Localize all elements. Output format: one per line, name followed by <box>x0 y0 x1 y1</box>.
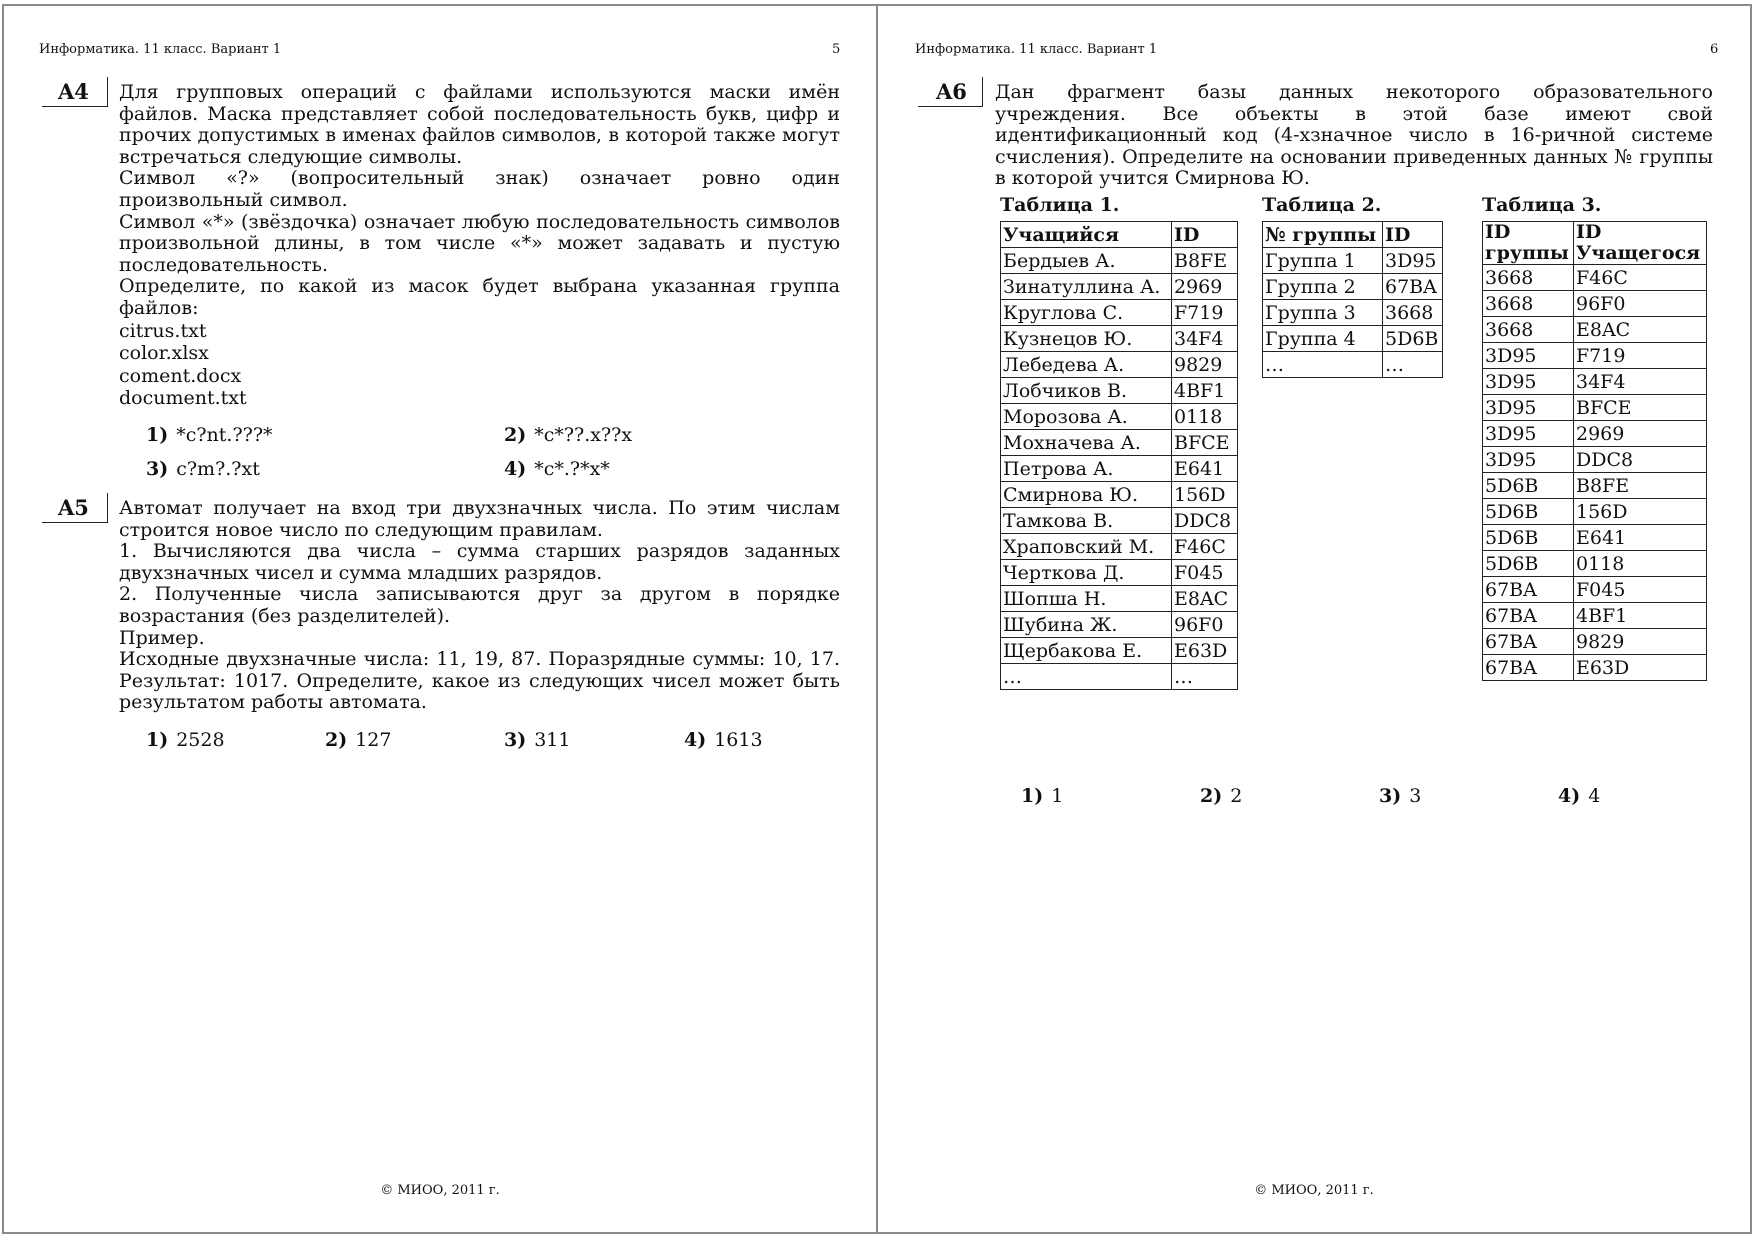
table-row <box>1263 326 1443 352</box>
table2-caption: Таблица 2. <box>1262 194 1382 216</box>
table-cell: F46C <box>1574 265 1707 291</box>
table-cell: DDC8 <box>1172 508 1238 534</box>
table1-caption: Таблица 1. <box>1000 194 1120 216</box>
table-cell: 67BA <box>1483 629 1574 655</box>
table-cell: Мохначева А. <box>1001 430 1172 456</box>
table-header: ID <box>1383 222 1443 248</box>
table-row <box>1483 343 1707 369</box>
table-cell: 67BA <box>1383 274 1443 300</box>
table-cell: … <box>1001 664 1172 690</box>
question-a6-text: Дан фрагмент базы данных некоторого образовательного учреждения. Все объекты в этой базе имеют свой идентификационный код (4-хзначное число в 16-ричной системе счисления). Определите на основании приведенных данных № группы в которой учится Смирнова Ю. <box>995 81 1713 190</box>
option-number: 1) <box>146 729 169 751</box>
option-text: 2 <box>1230 785 1243 807</box>
question-label-a4: A4 <box>58 79 89 104</box>
table-row <box>1263 300 1443 326</box>
table-row <box>1483 473 1707 499</box>
table-cell: Смирнова Ю. <box>1001 482 1172 508</box>
option-number: 3) <box>146 458 169 480</box>
table3-caption: Таблица 3. <box>1482 194 1602 216</box>
a4-option-2[interactable] <box>504 424 632 446</box>
right-page <box>876 4 1752 1234</box>
table-row <box>1483 499 1707 525</box>
a4-option-4[interactable] <box>504 458 610 480</box>
link-table <box>1482 221 1707 681</box>
table-cell: Щербакова Е. <box>1001 638 1172 664</box>
header-line: ID <box>1485 221 1511 243</box>
table-cell: Петрова А. <box>1001 456 1172 482</box>
table-cell: E8AC <box>1172 586 1238 612</box>
a5-paragraph: 2. Полученные числа записываются друг за другом в порядке возрастания (без разделителей). <box>119 583 840 627</box>
option-text: 2528 <box>176 729 225 751</box>
option-text: 1613 <box>714 729 763 751</box>
a5-paragraph: 1. Вычисляются два числа – сумма старших разрядов заданных двухзначных чисел и сумма младших разрядов. <box>119 540 840 584</box>
file-name: coment.docx <box>119 364 242 387</box>
option-number: 4) <box>504 458 527 480</box>
table-cell: … <box>1383 352 1443 378</box>
option-number: 2) <box>1200 785 1223 807</box>
table-cell: 3D95 <box>1483 395 1574 421</box>
option-number: 2) <box>504 424 527 446</box>
a4-paragraph: Символ «*» (звёздочка) означает любую последовательность символов произвольной длины, в том числе «*» может задавать и пустую последовательность. <box>119 210 840 276</box>
table-row <box>1001 300 1238 326</box>
table-cell: DDC8 <box>1574 447 1707 473</box>
a5-option-1[interactable] <box>146 729 225 751</box>
table-cell: 9829 <box>1172 352 1238 378</box>
table-cell: 3D95 <box>1483 369 1574 395</box>
table-cell: 3668 <box>1483 265 1574 291</box>
a4-option-3[interactable] <box>146 458 260 480</box>
table-cell: 5D6B <box>1483 551 1574 577</box>
a5-paragraph: Пример. <box>119 626 205 649</box>
table-cell: 3D95 <box>1483 421 1574 447</box>
table-cell: Зинатуллина А. <box>1001 274 1172 300</box>
table-cell: 34F4 <box>1172 326 1238 352</box>
a6-option-4[interactable] <box>1558 785 1600 807</box>
table-cell: 156D <box>1172 482 1238 508</box>
a5-option-4[interactable] <box>684 729 763 751</box>
page-number: 6 <box>1710 42 1719 57</box>
table-cell: 67BA <box>1483 655 1574 681</box>
table-cell: 5D6B <box>1483 525 1574 551</box>
table-cell: 0118 <box>1574 551 1707 577</box>
table-cell: 67BA <box>1483 603 1574 629</box>
table-row <box>1001 586 1238 612</box>
table-cell: 5D6B <box>1483 473 1574 499</box>
table-cell: 3668 <box>1483 317 1574 343</box>
a6-option-2[interactable] <box>1200 785 1242 807</box>
header-line: ID <box>1576 221 1602 243</box>
table-row <box>1001 534 1238 560</box>
question-label-divider <box>107 77 108 107</box>
table-cell: E8AC <box>1574 317 1707 343</box>
table-cell: Бердыев А. <box>1001 248 1172 274</box>
table-row <box>1483 551 1707 577</box>
page-footer: © МИОО, 2011 г. <box>380 1183 500 1198</box>
table-cell: Шубина Ж. <box>1001 612 1172 638</box>
table-cell: 34F4 <box>1574 369 1707 395</box>
question-label-a6: A6 <box>936 79 967 104</box>
table-cell: B8FE <box>1172 248 1238 274</box>
table-header <box>1574 222 1707 265</box>
table-cell: Круглова С. <box>1001 300 1172 326</box>
option-number: 2) <box>325 729 348 751</box>
table-row <box>1001 378 1238 404</box>
table-cell: 67BA <box>1483 577 1574 603</box>
table-cell: … <box>1172 664 1238 690</box>
table-cell: 2969 <box>1574 421 1707 447</box>
table-cell: F46C <box>1172 534 1238 560</box>
table-cell: Группа 2 <box>1263 274 1383 300</box>
table-cell: Черткова Д. <box>1001 560 1172 586</box>
table-cell: 3D95 <box>1383 248 1443 274</box>
table-cell: 4BF1 <box>1172 378 1238 404</box>
table-cell: Лобчиков В. <box>1001 378 1172 404</box>
table-row <box>1001 274 1238 300</box>
table-row <box>1001 638 1238 664</box>
table-cell: Группа 3 <box>1263 300 1383 326</box>
option-number: 1) <box>146 424 169 446</box>
table-cell: Морозова А. <box>1001 404 1172 430</box>
table-cell: Группа 4 <box>1263 326 1383 352</box>
header-line: Учащегося <box>1576 242 1701 264</box>
option-number: 3) <box>1379 785 1402 807</box>
table-cell: F719 <box>1172 300 1238 326</box>
table-cell: BFCE <box>1172 430 1238 456</box>
table-row <box>1263 352 1443 378</box>
table-row <box>1483 577 1707 603</box>
table-cell: BFCE <box>1574 395 1707 421</box>
table-cell: Кузнецов Ю. <box>1001 326 1172 352</box>
option-number: 1) <box>1021 785 1044 807</box>
option-text: 127 <box>355 729 392 751</box>
table-row <box>1483 291 1707 317</box>
table-cell: E63D <box>1574 655 1707 681</box>
option-text: *c*.?*x* <box>534 458 610 480</box>
table-header: № группы <box>1263 222 1383 248</box>
a6-option-3[interactable] <box>1379 785 1421 807</box>
table-cell: 156D <box>1574 499 1707 525</box>
table-cell: 96F0 <box>1172 612 1238 638</box>
a5-option-3[interactable] <box>504 729 570 751</box>
table-row <box>1263 248 1443 274</box>
left-page <box>2 4 878 1234</box>
a6-option-1[interactable] <box>1021 785 1063 807</box>
table-cell: 3668 <box>1383 300 1443 326</box>
table-cell: Храповский М. <box>1001 534 1172 560</box>
table-row <box>1001 560 1238 586</box>
a4-option-1[interactable] <box>146 424 273 446</box>
table-header <box>1483 222 1574 265</box>
table-cell: 3D95 <box>1483 343 1574 369</box>
question-label-underline <box>918 106 982 107</box>
option-number: 4) <box>1558 785 1581 807</box>
table-header: Учащийся <box>1001 222 1172 248</box>
table-row <box>1483 603 1707 629</box>
table-cell: 3D95 <box>1483 447 1574 473</box>
question-label-underline <box>42 106 107 107</box>
file-name: document.txt <box>119 387 247 410</box>
option-text: 3 <box>1409 785 1422 807</box>
table-cell: Группа 1 <box>1263 248 1383 274</box>
table-row <box>1001 326 1238 352</box>
table-row <box>1001 612 1238 638</box>
table-cell: 5D6B <box>1383 326 1443 352</box>
table-row <box>1001 482 1238 508</box>
table-cell: F045 <box>1574 577 1707 603</box>
a4-paragraph: Определите, по какой из масок будет выбрана указанная группа файлов: <box>119 275 840 319</box>
table-row <box>1001 508 1238 534</box>
question-a4-text <box>119 82 840 410</box>
a4-paragraph: Для групповых операций с файлами используются маски имён файлов. Маска представляет собой последовательность букв, цифр и прочих допустимых в именах файлов символов, в которой также могут встречаться следующие символы. <box>119 81 840 168</box>
table-cell: 96F0 <box>1574 291 1707 317</box>
file-name: citrus.txt <box>119 319 207 342</box>
table-cell: Тамкова В. <box>1001 508 1172 534</box>
option-text: *c?nt.???* <box>176 424 273 446</box>
table-cell: 9829 <box>1574 629 1707 655</box>
table-row <box>1483 629 1707 655</box>
option-text: 1 <box>1051 785 1064 807</box>
question-label-underline <box>42 522 107 523</box>
table-cell: 5D6B <box>1483 499 1574 525</box>
question-label-divider <box>982 77 983 107</box>
table-row <box>1001 352 1238 378</box>
table-cell: E641 <box>1574 525 1707 551</box>
table-row <box>1483 525 1707 551</box>
page-header: Информатика. 11 класс. Вариант 1 <box>915 42 1158 57</box>
table-cell: 2969 <box>1172 274 1238 300</box>
table-row <box>1483 421 1707 447</box>
table-cell: Лебедева А. <box>1001 352 1172 378</box>
question-a5-text <box>119 498 840 714</box>
students-table <box>1000 221 1238 690</box>
table-row <box>1001 456 1238 482</box>
table-cell: F045 <box>1172 560 1238 586</box>
a5-option-2[interactable] <box>325 729 391 751</box>
option-text: c?m?.?xt <box>176 458 260 480</box>
table-cell: 3668 <box>1483 291 1574 317</box>
table-row <box>1001 248 1238 274</box>
option-number: 4) <box>684 729 707 751</box>
page-header: Информатика. 11 класс. Вариант 1 <box>39 42 282 57</box>
table-cell: B8FE <box>1574 473 1707 499</box>
option-text: *c*??.x??x <box>534 424 633 446</box>
table-row <box>1483 265 1707 291</box>
table-cell: E63D <box>1172 638 1238 664</box>
table-row <box>1483 447 1707 473</box>
table-cell: Шопша Н. <box>1001 586 1172 612</box>
question-label-a5: A5 <box>58 495 89 520</box>
table-cell: E641 <box>1172 456 1238 482</box>
option-text: 4 <box>1588 785 1601 807</box>
a5-paragraph: Автомат получает на вход три двухзначных числа. По этим числам строится новое число по следующим правилам. <box>119 497 840 541</box>
table-row <box>1001 404 1238 430</box>
table-cell: 0118 <box>1172 404 1238 430</box>
table-row <box>1001 430 1238 456</box>
page-footer: © МИОО, 2011 г. <box>1254 1183 1374 1198</box>
table-row <box>1263 274 1443 300</box>
page-number: 5 <box>832 42 841 57</box>
table-cell: F719 <box>1574 343 1707 369</box>
table-row <box>1483 395 1707 421</box>
table-row <box>1001 664 1238 690</box>
question-label-divider <box>107 493 108 523</box>
file-name: color.xlsx <box>119 342 209 365</box>
table-row <box>1483 369 1707 395</box>
a4-paragraph: Символ «?» (вопросительный знак) означает ровно один произвольный символ. <box>119 167 840 211</box>
table-cell: 4BF1 <box>1574 603 1707 629</box>
groups-table <box>1262 221 1443 378</box>
option-text: 311 <box>534 729 571 751</box>
option-number: 3) <box>504 729 527 751</box>
table-row <box>1483 655 1707 681</box>
a5-paragraph: Исходные двухзначные числа: 11, 19, 87. Поразрядные суммы: 10, 17. Результат: 1017. Определите, какое из следующих чисел может быть результатом работы автомата. <box>119 648 840 714</box>
table-header: ID <box>1172 222 1238 248</box>
header-line: группы <box>1485 242 1569 264</box>
table-row <box>1483 317 1707 343</box>
table-cell: … <box>1263 352 1383 378</box>
